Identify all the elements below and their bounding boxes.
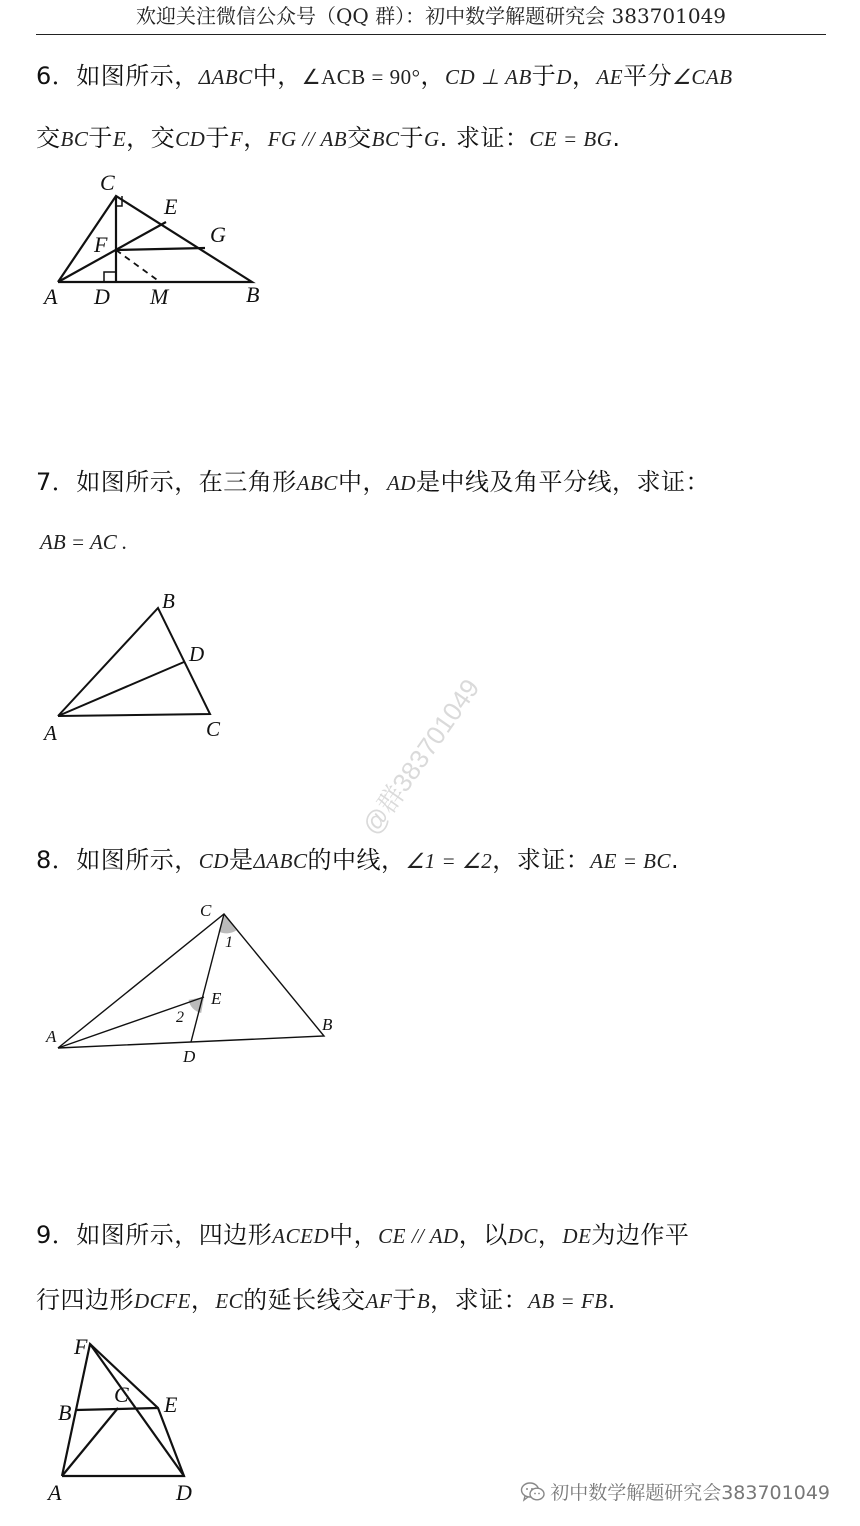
p6-text: 于 [531, 62, 557, 90]
p6-math: FG // AB [267, 127, 348, 151]
p6-text: 交 [347, 124, 372, 152]
p9-math: DC [507, 1224, 538, 1248]
p6-text: 平分 [623, 62, 673, 90]
p9-text: . [607, 1286, 616, 1314]
label-e: E [211, 989, 222, 1008]
p8-math: CD [198, 849, 229, 873]
label-b: B [58, 1400, 72, 1425]
page-header: 欢迎关注微信公众号（QQ 群）：初中数学解题研究会 383701049 [36, 0, 826, 35]
p6-math: CD ⊥ AB [445, 65, 532, 89]
p6-math: AE [596, 65, 624, 89]
p8-math: ∠1 = ∠2 [405, 849, 493, 873]
p9-text: 于 [392, 1286, 417, 1314]
p9-math: AF [365, 1289, 393, 1313]
label-1: 1 [225, 934, 233, 951]
p8-text: 的中线， [307, 846, 406, 874]
label-d: D [189, 642, 205, 666]
label-d: D [183, 1047, 196, 1066]
p9-text: ，求证： [430, 1286, 529, 1314]
p9-text: 的延长线交 [243, 1286, 366, 1314]
p6-math: CD [175, 127, 206, 151]
p8-text: ，求证： [492, 846, 591, 874]
wechat-icon [520, 1481, 546, 1503]
p6-text: . 求证： [439, 124, 530, 152]
p6-text: ， [420, 62, 446, 90]
label-e: E [164, 1392, 178, 1417]
label-c: C [206, 717, 221, 741]
p6-math: BC [371, 127, 400, 151]
watermark: @群383701049 [356, 673, 486, 841]
label-m: M [150, 284, 169, 309]
problem-7-line-2: AB = AC . [40, 530, 128, 554]
p9-text: 中， [329, 1221, 379, 1249]
label-2: 2 [176, 1009, 184, 1026]
label-g: G [210, 222, 226, 247]
label-a: A [44, 721, 57, 745]
footer-text: 初中数学解题研究会383701049 [550, 1482, 830, 1504]
p7-math: ABC [296, 471, 338, 495]
p6-text: ， [571, 62, 597, 90]
label-b: B [246, 282, 260, 307]
p6-math: G [423, 127, 440, 151]
label-c: C [114, 1382, 129, 1407]
label-f: F [74, 1334, 88, 1359]
p8-text: 8．如图所示， [36, 846, 199, 874]
p6-text: 于 [399, 124, 424, 152]
label-d: D [94, 284, 110, 309]
p9-math: AB = FB [528, 1289, 608, 1313]
label-e: E [164, 194, 178, 219]
label-c: C [100, 170, 115, 195]
p8-text: . [670, 846, 680, 874]
p6-math: F [229, 127, 244, 151]
label-d: D [176, 1480, 192, 1505]
p6-math: CE = BG [529, 127, 613, 151]
p7-math: AD [386, 471, 416, 495]
p9-math: EC [215, 1289, 244, 1313]
p7-text: 7．如图所示，在三角形 [36, 468, 297, 496]
label-b: B [162, 589, 175, 613]
p8-text: 是 [228, 846, 254, 874]
p6-text: 中， [252, 62, 302, 90]
p8-math: AE = BC [590, 849, 671, 873]
p9-text: 9．如图所示，四边形 [36, 1221, 273, 1249]
p9-math: DCFE [134, 1289, 191, 1313]
p6-text: 6．如图所示， [36, 62, 199, 90]
p6-text: ，交 [126, 124, 176, 152]
p6-math: E [112, 127, 127, 151]
p9-math: DE [562, 1224, 592, 1248]
label-f: F [94, 232, 108, 257]
p9-text: 行四边形 [36, 1286, 134, 1314]
p6-text: . [612, 124, 621, 152]
p9-text: ， [190, 1286, 216, 1314]
p9-text: ， [537, 1221, 563, 1249]
p6-math: ∠ACB = 90° [301, 65, 421, 89]
p6-math: D [556, 65, 572, 89]
footer [520, 1478, 830, 1505]
p9-math: CE // AD [378, 1224, 459, 1248]
p7-text: 是中线及角平分线，求证： [415, 468, 710, 496]
p9-text: 为边作平 [591, 1221, 690, 1249]
label-a: A [48, 1480, 62, 1505]
p9-math: ACED [272, 1224, 330, 1248]
label-a: A [46, 1027, 57, 1046]
p6-math: BC [60, 127, 89, 151]
p6-text: 于 [205, 124, 230, 152]
p6-math: ΔABC [198, 65, 253, 89]
label-b: B [322, 1015, 333, 1034]
p6-text: ， [243, 124, 268, 152]
p6-math: ∠CAB [672, 65, 733, 89]
p6-text: 交 [36, 124, 61, 152]
label-c: C [200, 901, 212, 920]
label-a: A [44, 284, 58, 309]
p6-text: 于 [88, 124, 113, 152]
p9-math: B [416, 1289, 431, 1313]
p9-text: ，以 [458, 1221, 508, 1249]
segment-be [76, 1408, 158, 1410]
p7-text: 中， [337, 468, 387, 496]
p8-math: ΔABC [253, 849, 308, 873]
